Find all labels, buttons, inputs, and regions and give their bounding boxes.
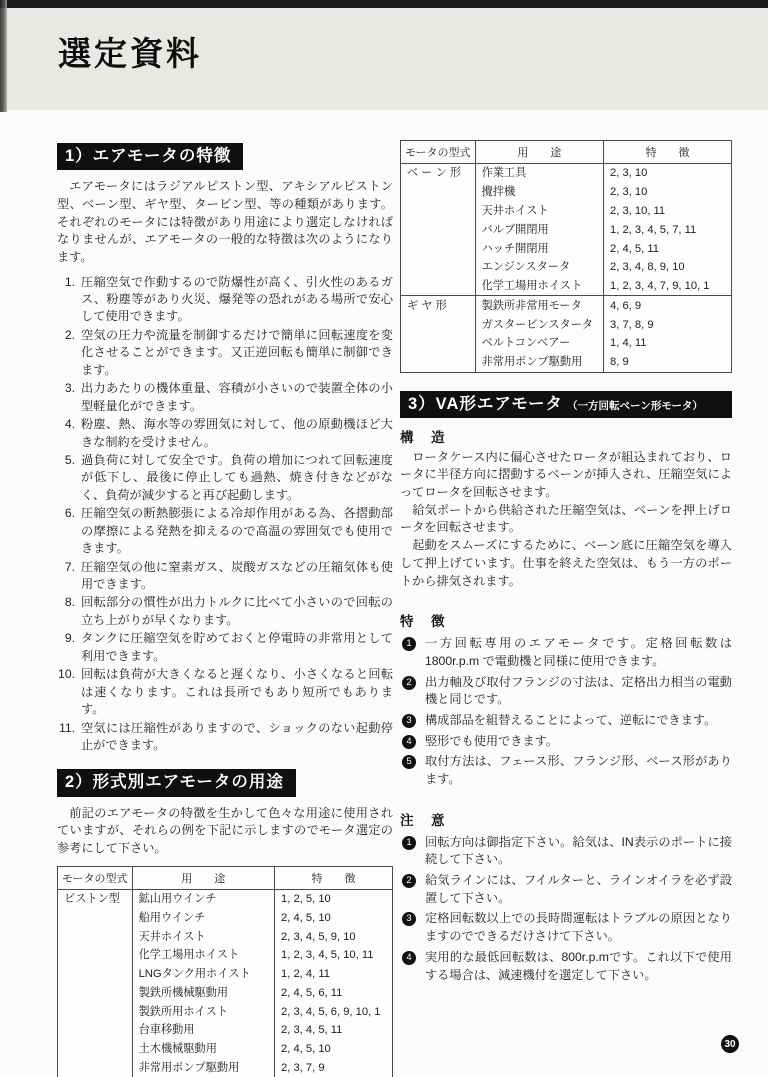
cell-motor-type — [58, 965, 133, 984]
list-item-text: 定格回転数以上での長時間運転はトラブルの原因となりますのでできるだけさけて下さい。 — [425, 911, 732, 944]
table-row — [58, 984, 393, 1003]
piston-usage-table — [57, 866, 393, 1077]
list-item-text: 過負荷に対して安全です。負荷の増加につれて回転速度が低下し、最後に停止しても過熱、焼き付きなどがなく、負荷が減少すると再び起動します。 — [81, 452, 393, 502]
list-item-number: 2. — [64, 327, 75, 342]
cell-features: 2, 3, 10 — [610, 186, 648, 199]
list-item-text: 一方回転専用のエアモータです。定格回転数は1800r.p.m で電動機と同様に使用できます。 — [425, 636, 732, 668]
cell-features: 2, 3, 7, 9 — [281, 1062, 325, 1075]
cell-motor-type — [58, 1059, 133, 1077]
cell-motor-type — [401, 239, 476, 258]
section3-heading-text: 3）VA形エアモータ — [408, 394, 564, 413]
cell-use: 作業工具 — [475, 164, 603, 183]
table-row — [401, 296, 732, 315]
cell-use: 天井ホイスト — [132, 927, 274, 946]
list-item — [57, 559, 393, 594]
cell-use: 製鉄所非常用モータ — [475, 296, 603, 315]
cell-use: LNGタンク用ホイスト — [132, 965, 274, 984]
cell-features: 1, 2, 3, 4, 5, 7, 11 — [610, 223, 697, 236]
list-item-text: 空気の圧力や流量を制御するだけで簡単に回転速度を変化させることができます。又正逆回転も簡単に制御できます。 — [81, 327, 393, 377]
list-item — [400, 712, 732, 730]
vane-gear-usage-table — [400, 140, 732, 373]
table-row — [401, 277, 732, 296]
circled-number-icon: 3 — [402, 912, 416, 926]
table-header — [401, 141, 732, 164]
cell-use: 化学工場用ホイスト — [475, 277, 603, 296]
list-item-number: 7. — [64, 559, 75, 574]
cell-use: 製鉄所機械駆動用 — [132, 984, 274, 1003]
cell-use: エンジンスタータ — [475, 258, 603, 277]
list-item — [400, 872, 732, 907]
cell-features: 2, 4, 5, 6, 11 — [281, 986, 343, 999]
cell-motor-type — [401, 334, 476, 353]
table-row — [58, 1021, 393, 1040]
cell-use: ハッチ開閉用 — [475, 239, 603, 258]
cell-use: 鉱山用ウインチ — [132, 889, 274, 908]
list-item-text: 圧縮空気で作動するので防爆性が高く、引火性のあるガス、粉塵等があり火災、爆発等の恐れがある場所で安心して使用できます。 — [81, 274, 393, 324]
circled-number-icon: 1 — [402, 836, 416, 850]
page-header-band — [0, 8, 768, 110]
cell-motor-type: ギ ヤ 形 — [401, 296, 476, 315]
list-item-text: 空気には圧縮性がありますので、ショックのない起動停止ができます。 — [81, 720, 393, 752]
list-item-text: 実用的な最低回転数は、800r.p.mです。これ以下で使用する場合は、減速機付を選定して下さい。 — [425, 949, 732, 982]
list-item-number: 4. — [64, 417, 75, 432]
list-item — [57, 505, 393, 557]
notes-label: 注 意 — [400, 812, 447, 828]
notes-list — [400, 834, 732, 985]
cell-features: 2, 4, 5, 10 — [281, 911, 331, 924]
cell-motor-type — [401, 315, 476, 334]
list-item-text: 回転部分の慣性が出力トルクに比べて小さいので回転の立ち上がりが早くなります。 — [81, 595, 393, 627]
list-item — [400, 753, 732, 788]
cell-features: 1, 2, 4, 11 — [281, 968, 330, 981]
cell-motor-type — [401, 353, 476, 372]
cell-features: 2, 3, 4, 5, 9, 10 — [281, 930, 356, 943]
cell-use: 製鉄所用ホイスト — [132, 1002, 274, 1021]
section3-heading — [400, 391, 732, 418]
cell-motor-type — [401, 202, 476, 221]
cell-features: 2, 3, 4, 5, 6, 9, 10, 1 — [281, 1005, 381, 1018]
section2-heading: 2）形式別エアモータの用途 — [57, 769, 296, 796]
list-item — [57, 452, 393, 504]
list-item-text: 圧縮空気の断熱膨張による冷却作用がある為、各摺動部の摩擦による発熱を抑えるので高温の雰囲気でも使用できます。 — [81, 506, 393, 556]
cell-features: 2, 4, 5, 10 — [281, 1043, 331, 1056]
list-item-text: 出力あたりの機体重量、容積が小さいので装置全体の小型軽量化ができます。 — [81, 381, 393, 413]
top-black-bar — [0, 0, 768, 8]
table-row — [401, 315, 732, 334]
table-row — [58, 1059, 393, 1077]
list-item-text: 構成部品を組替えることによって、逆転にできます。 — [425, 712, 717, 727]
cell-use: ガスタービンスタータ — [475, 315, 603, 334]
cell-use: 非常用ポンプ駆動用 — [132, 1059, 274, 1077]
list-item-number: 8. — [64, 595, 75, 610]
section1-intro: エアモータにはラジアルピストン型、アキシアルピストン型、ベーン型、ギヤ型、タービン型、等の種類があります。それぞれのモータには特徴があり用途により選定しなければなりませんが、エアモータの一般的な特徴は次のようになります。 — [57, 179, 393, 264]
table-row — [401, 202, 732, 221]
list-item-number: 11. — [58, 720, 75, 735]
structure-paragraph-2: 給気ポートから供給された圧縮空気は、ベーンを押上げロータを回転させます。 — [400, 502, 732, 535]
cell-features: 3, 7, 8, 9 — [610, 318, 654, 331]
circled-number-icon: 4 — [402, 951, 416, 965]
list-item-text: 回転方向は御指定下さい。給気は、IN表示のポートに接続して下さい。 — [425, 834, 732, 867]
cell-features: 4, 6, 9 — [604, 296, 732, 315]
cell-motor-type — [58, 946, 133, 965]
circled-number-icon: 5 — [402, 755, 416, 769]
cell-motor-type — [58, 1021, 133, 1040]
table-row — [401, 334, 732, 353]
table-row — [58, 927, 393, 946]
list-item — [400, 949, 732, 984]
circled-number-icon: 4 — [402, 735, 416, 749]
cell-use: 台車移動用 — [132, 1021, 274, 1040]
section3-heading-note: （一方回転ベーン形モータ） — [567, 399, 703, 412]
cell-use: 天井ホイスト — [475, 202, 603, 221]
list-item-number: 1. — [64, 274, 75, 289]
list-item — [400, 674, 732, 709]
table-row — [401, 239, 732, 258]
structure-paragraph-1: ロータケース内に偏心させたロータが組込まれており、ロータに半径方向に摺動するベーンが挿入され、圧縮空気によってロータを回転させます。 — [400, 449, 732, 500]
cell-use: ベルトコンベアー — [475, 334, 603, 353]
section1-heading: 1）エアモータの特徴 — [57, 143, 243, 170]
cell-features: 1, 4, 11 — [610, 337, 647, 350]
left-column — [57, 143, 393, 1077]
list-item — [57, 380, 393, 415]
list-item-number: 9. — [64, 631, 75, 646]
table-header — [58, 866, 393, 889]
list-item-number: 6. — [64, 506, 75, 521]
table-row — [58, 1002, 393, 1021]
circled-number-icon: 1 — [402, 637, 416, 651]
table-row — [401, 183, 732, 202]
circled-number-icon: 3 — [402, 714, 416, 728]
list-item — [400, 834, 732, 869]
structure-label: 構 造 — [400, 429, 447, 445]
list-item — [57, 666, 393, 718]
cell-features: 1, 2, 3, 4, 5, 10, 11 — [281, 949, 374, 962]
list-item-text: 出力軸及び取付フランジの寸法は、定格出力相当の電動機と同じです。 — [425, 674, 732, 707]
cell-features: 2, 3, 4, 8, 9, 10 — [610, 261, 685, 274]
circled-number-icon: 2 — [402, 874, 416, 888]
scan-edge-shadow — [0, 0, 7, 112]
list-item-text: 竪形でも使用できます。 — [425, 733, 559, 748]
list-item — [400, 635, 732, 670]
col-header-features: 特 徴 — [604, 141, 732, 164]
cell-motor-type — [401, 258, 476, 277]
cell-motor-type: ベ ー ン 形 — [401, 164, 476, 183]
col-header-features: 特 徴 — [275, 866, 393, 889]
cell-motor-type — [58, 984, 133, 1003]
list-item — [57, 630, 393, 665]
structure-paragraph-3: 起動をスムーズにするために、ベーン底に圧縮空気を導入して押上げています。仕事を終えた空気は、もう一方のポートから排気されます。 — [400, 538, 732, 588]
cell-use: バルブ開閉用 — [475, 220, 603, 239]
col-header-use: 用 途 — [132, 866, 274, 889]
list-item — [400, 910, 732, 945]
col-header-use: 用 途 — [475, 141, 603, 164]
cell-motor-type — [401, 277, 476, 296]
cell-motor-type — [58, 927, 133, 946]
table-row — [401, 220, 732, 239]
cell-features: 2, 3, 10, 11 — [610, 204, 666, 217]
list-item-text: 取付方法は、フェース形、フランジ形、ベース形があります。 — [425, 754, 732, 787]
cell-features: 2, 4, 5, 11 — [610, 242, 659, 255]
list-item — [400, 733, 732, 751]
cell-features: 1, 2, 3, 4, 7, 9, 10, 1 — [610, 280, 710, 293]
cell-features: 2, 3, 10 — [610, 167, 648, 180]
list-item — [57, 416, 393, 451]
list-item-text: 粉塵、熱、海水等の雰囲気に対して、他の原動機ほど大きな制約を受けません。 — [81, 417, 393, 449]
cell-motor-type — [58, 1040, 133, 1059]
list-item-number: 3. — [64, 381, 75, 396]
cell-use: 船用ウインチ — [132, 908, 274, 927]
table-row — [58, 965, 393, 984]
table-row — [401, 164, 732, 183]
right-column — [400, 140, 732, 987]
list-item-text: 給気ラインには、フイルターと、ラインオイラを必ず設置して下さい。 — [425, 873, 732, 905]
list-item — [57, 274, 393, 326]
table-row — [58, 908, 393, 927]
col-header-motor-type: モータの型式 — [401, 141, 476, 164]
cell-use: 化学工場用ホイスト — [132, 946, 274, 965]
list-item-text: 回転は負荷が大きくなると遅くなり、小さくなると回転は速くなります。これは長所でもあり短所でもあります。 — [81, 667, 393, 717]
page-number-badge: 30 — [721, 1035, 739, 1053]
table-row — [401, 258, 732, 277]
col-header-motor-type: モータの型式 — [58, 866, 133, 889]
cell-features: 1, 2, 5, 10 — [281, 892, 331, 905]
features-list — [400, 635, 732, 789]
list-item-text: タンクに圧縮空気を貯めておくと停電時の非常用として利用できます。 — [81, 631, 393, 663]
cell-motor-type — [58, 908, 133, 927]
cell-motor-type: ピストン型 — [58, 889, 133, 908]
cell-motor-type — [401, 220, 476, 239]
features-label: 特 徴 — [400, 614, 447, 630]
cell-use: 非常用ポンプ駆動用 — [475, 353, 603, 372]
circled-number-icon: 2 — [402, 676, 416, 690]
cell-motor-type — [401, 183, 476, 202]
cell-motor-type — [58, 1002, 133, 1021]
cell-use: 攪拌機 — [475, 183, 603, 202]
table-row — [401, 353, 732, 372]
cell-features: 8, 9 — [610, 356, 629, 369]
list-item — [57, 594, 393, 629]
section1-feature-list — [57, 274, 393, 755]
section2-intro: 前記のエアモータの特徴を生かして色々な用途に使用されていますが、それらの例を下記に示しますのでモータ選定の参考にして下さい。 — [57, 805, 393, 855]
cell-use: 土木機械駆動用 — [132, 1040, 274, 1059]
list-item — [57, 720, 393, 755]
table-row — [58, 1040, 393, 1059]
list-item — [57, 327, 393, 379]
page-title: 選定資料 — [58, 35, 202, 72]
table-row — [58, 946, 393, 965]
cell-features: 2, 3, 4, 5, 11 — [281, 1024, 343, 1037]
list-item-text: 圧縮空気の他に窒素ガス、炭酸ガスなどの圧縮気体も使用できます。 — [81, 559, 393, 592]
table-row — [58, 889, 393, 908]
list-item-number: 10. — [58, 667, 75, 682]
list-item-number: 5. — [64, 452, 75, 467]
